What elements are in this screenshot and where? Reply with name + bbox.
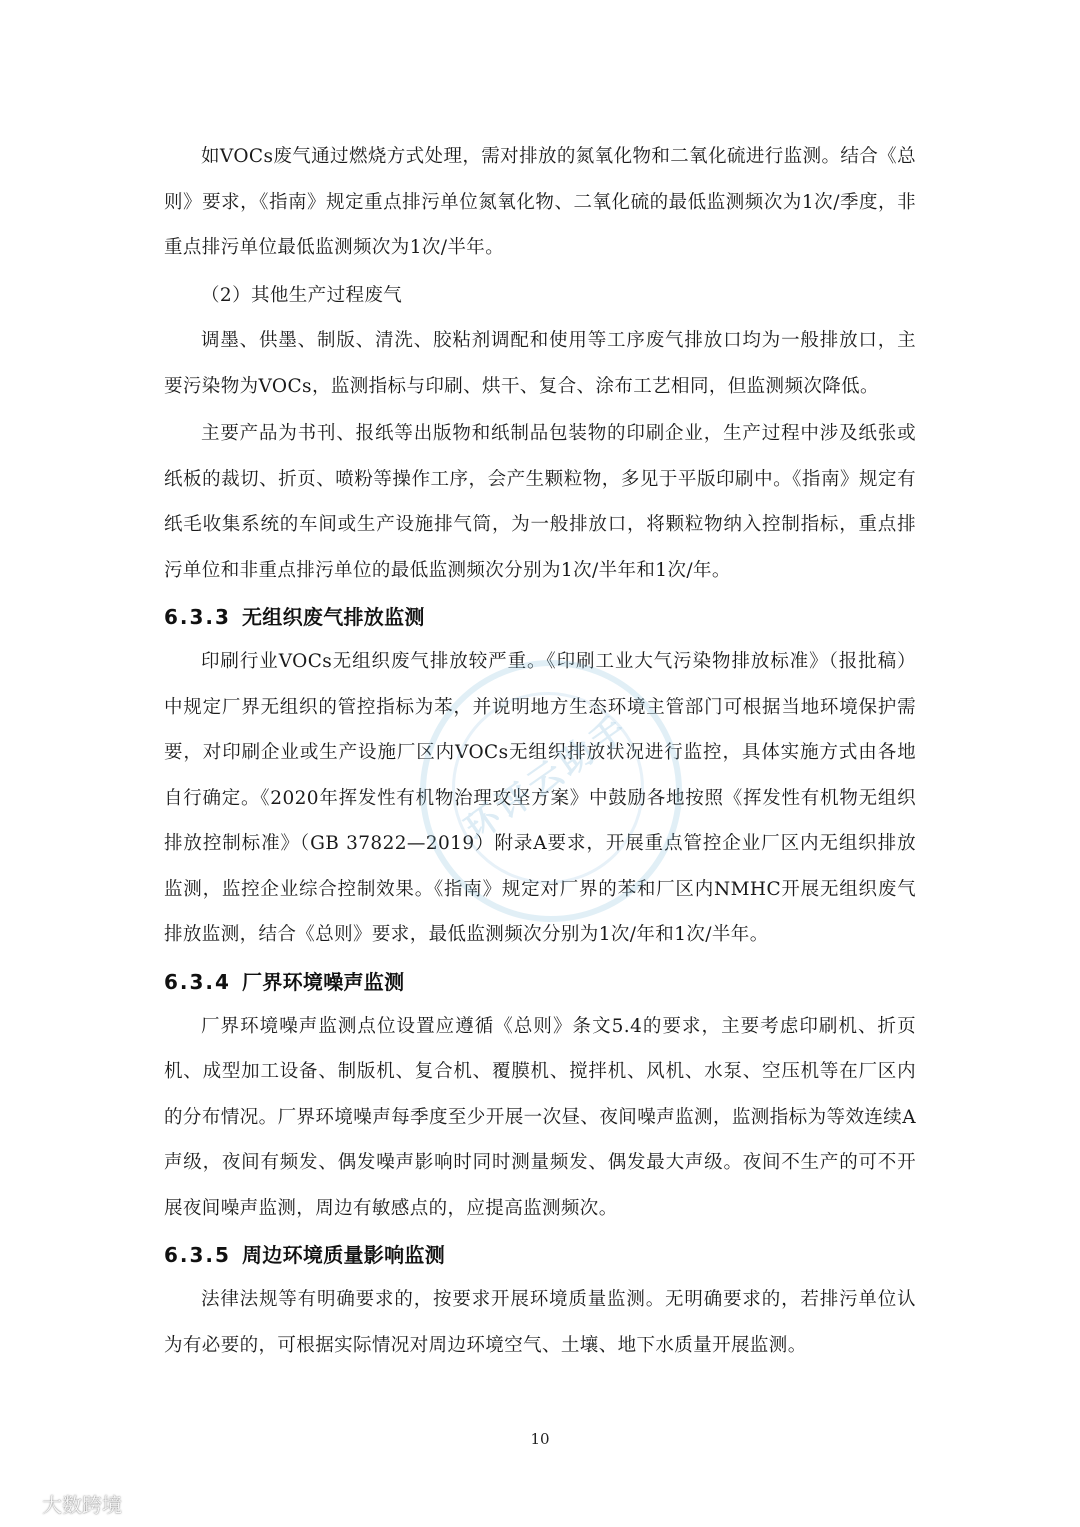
subsection-other-process-gas: （2）其他生产过程废气 [201,284,403,306]
source-watermark [6,1488,122,1518]
section-heading-6-3-3 [164,595,916,639]
watermark-text: 大数跨境 [42,1492,122,1517]
section-heading-6-3-4 [164,960,916,1004]
section-title: 周边环境质量影响监测 [242,1243,445,1267]
section-title: 厂界环境噪声监测 [242,969,405,994]
section-number: 6.3.5 [164,1243,231,1267]
stamp-text: 环评云助手 [457,707,637,850]
section-heading-6-3-5 [164,1233,916,1277]
paragraph-boundary-noise: 厂界环境噪声监测点位设置应遵循《总则》条文5.4的要求，主要考虑印刷机、折页机、成型加工设备、制版机、复合机、覆膜机、搅拌机、风机、水泵、空压机等在厂区内的分布情况。厂界环境噪声每季度至少开展一次昼、夜间噪声监测，监测指标为等效连续A声级，夜间有频发、偶发噪声影响时同时测量频发、偶发最大声级。夜间不生产的可不开展夜间噪声监测，周边有敏感点的，应提高监测频次。 [164,1015,916,1219]
paragraph-environmental-quality: 法律法规等有明确要求的，按要求开展环境质量监测。无明确要求的，若排污单位认为有必要的，可根据实际情况对周边环境空气、土壤、地下水质量开展监测。 [164,1289,916,1356]
section-number: 6.3.3 [164,605,231,629]
paragraph-fugitive-emissions: 印刷行业VOCs无组织废气排放较严重。《印刷工业大气污染物排放标准》（报批稿）中规定厂界无组织的管控指标为苯，并说明地方生态环境主管部门可根据当地环境保护需要，对印刷企业或生产设施厂区内VOCs无组织排放状况进行监控，具体实施方式由各地自行确定。《2020年挥发性有机物治理攻坚方案》中鼓励各地按照《挥发性有机物无组织排放控制标准》（GB 37822—2019）附录A要求，开展重点管控企业厂区内无组织排放监测，监控企业综合控制效果。《指南》规定对厂界的苯和厂区内NMHC开展无组织废气排放监测，结合《总则》要求，最低监测频次分别为1次/年和1次/半年。 [164,651,916,945]
page-number: 10 [530,1430,550,1448]
paragraph-particulates: 主要产品为书刊、报纸等出版物和纸制品包装物的印刷企业，生产过程中涉及纸张或纸板的裁切、折页、喷粉等操作工序，会产生颗粒物，多见于平版印刷中。《指南》规定有纸毛收集系统的车间或生产设施排气筒，为一般排放口，将颗粒物纳入控制指标，重点排污单位和非重点排污单位的最低监测频次分别为1次/半年和1次/年。 [164,423,916,581]
section-title: 无组织废气排放监测 [242,605,425,629]
paragraph-nox-so2: 如VOCs废气通过燃烧方式处理，需对排放的氮氧化物和二氧化硫进行监测。结合《总则》要求，《指南》规定重点排污单位氮氧化物、二氧化硫的最低监测频次为1次/季度，非重点排污单位最低监测频次为1次/半年。 [164,146,916,258]
page-content [164,134,916,1370]
section-number: 6.3.4 [164,969,231,994]
weibo-logo-icon [6,1490,36,1516]
paragraph-general-outlets: 调墨、供墨、制版、清洗、胶粘剂调配和使用等工序废气排放口均为一般排放口，主要污染物为VOCs，监测指标与印刷、烘干、复合、涂布工艺相同，但监测频次降低。 [164,330,916,397]
